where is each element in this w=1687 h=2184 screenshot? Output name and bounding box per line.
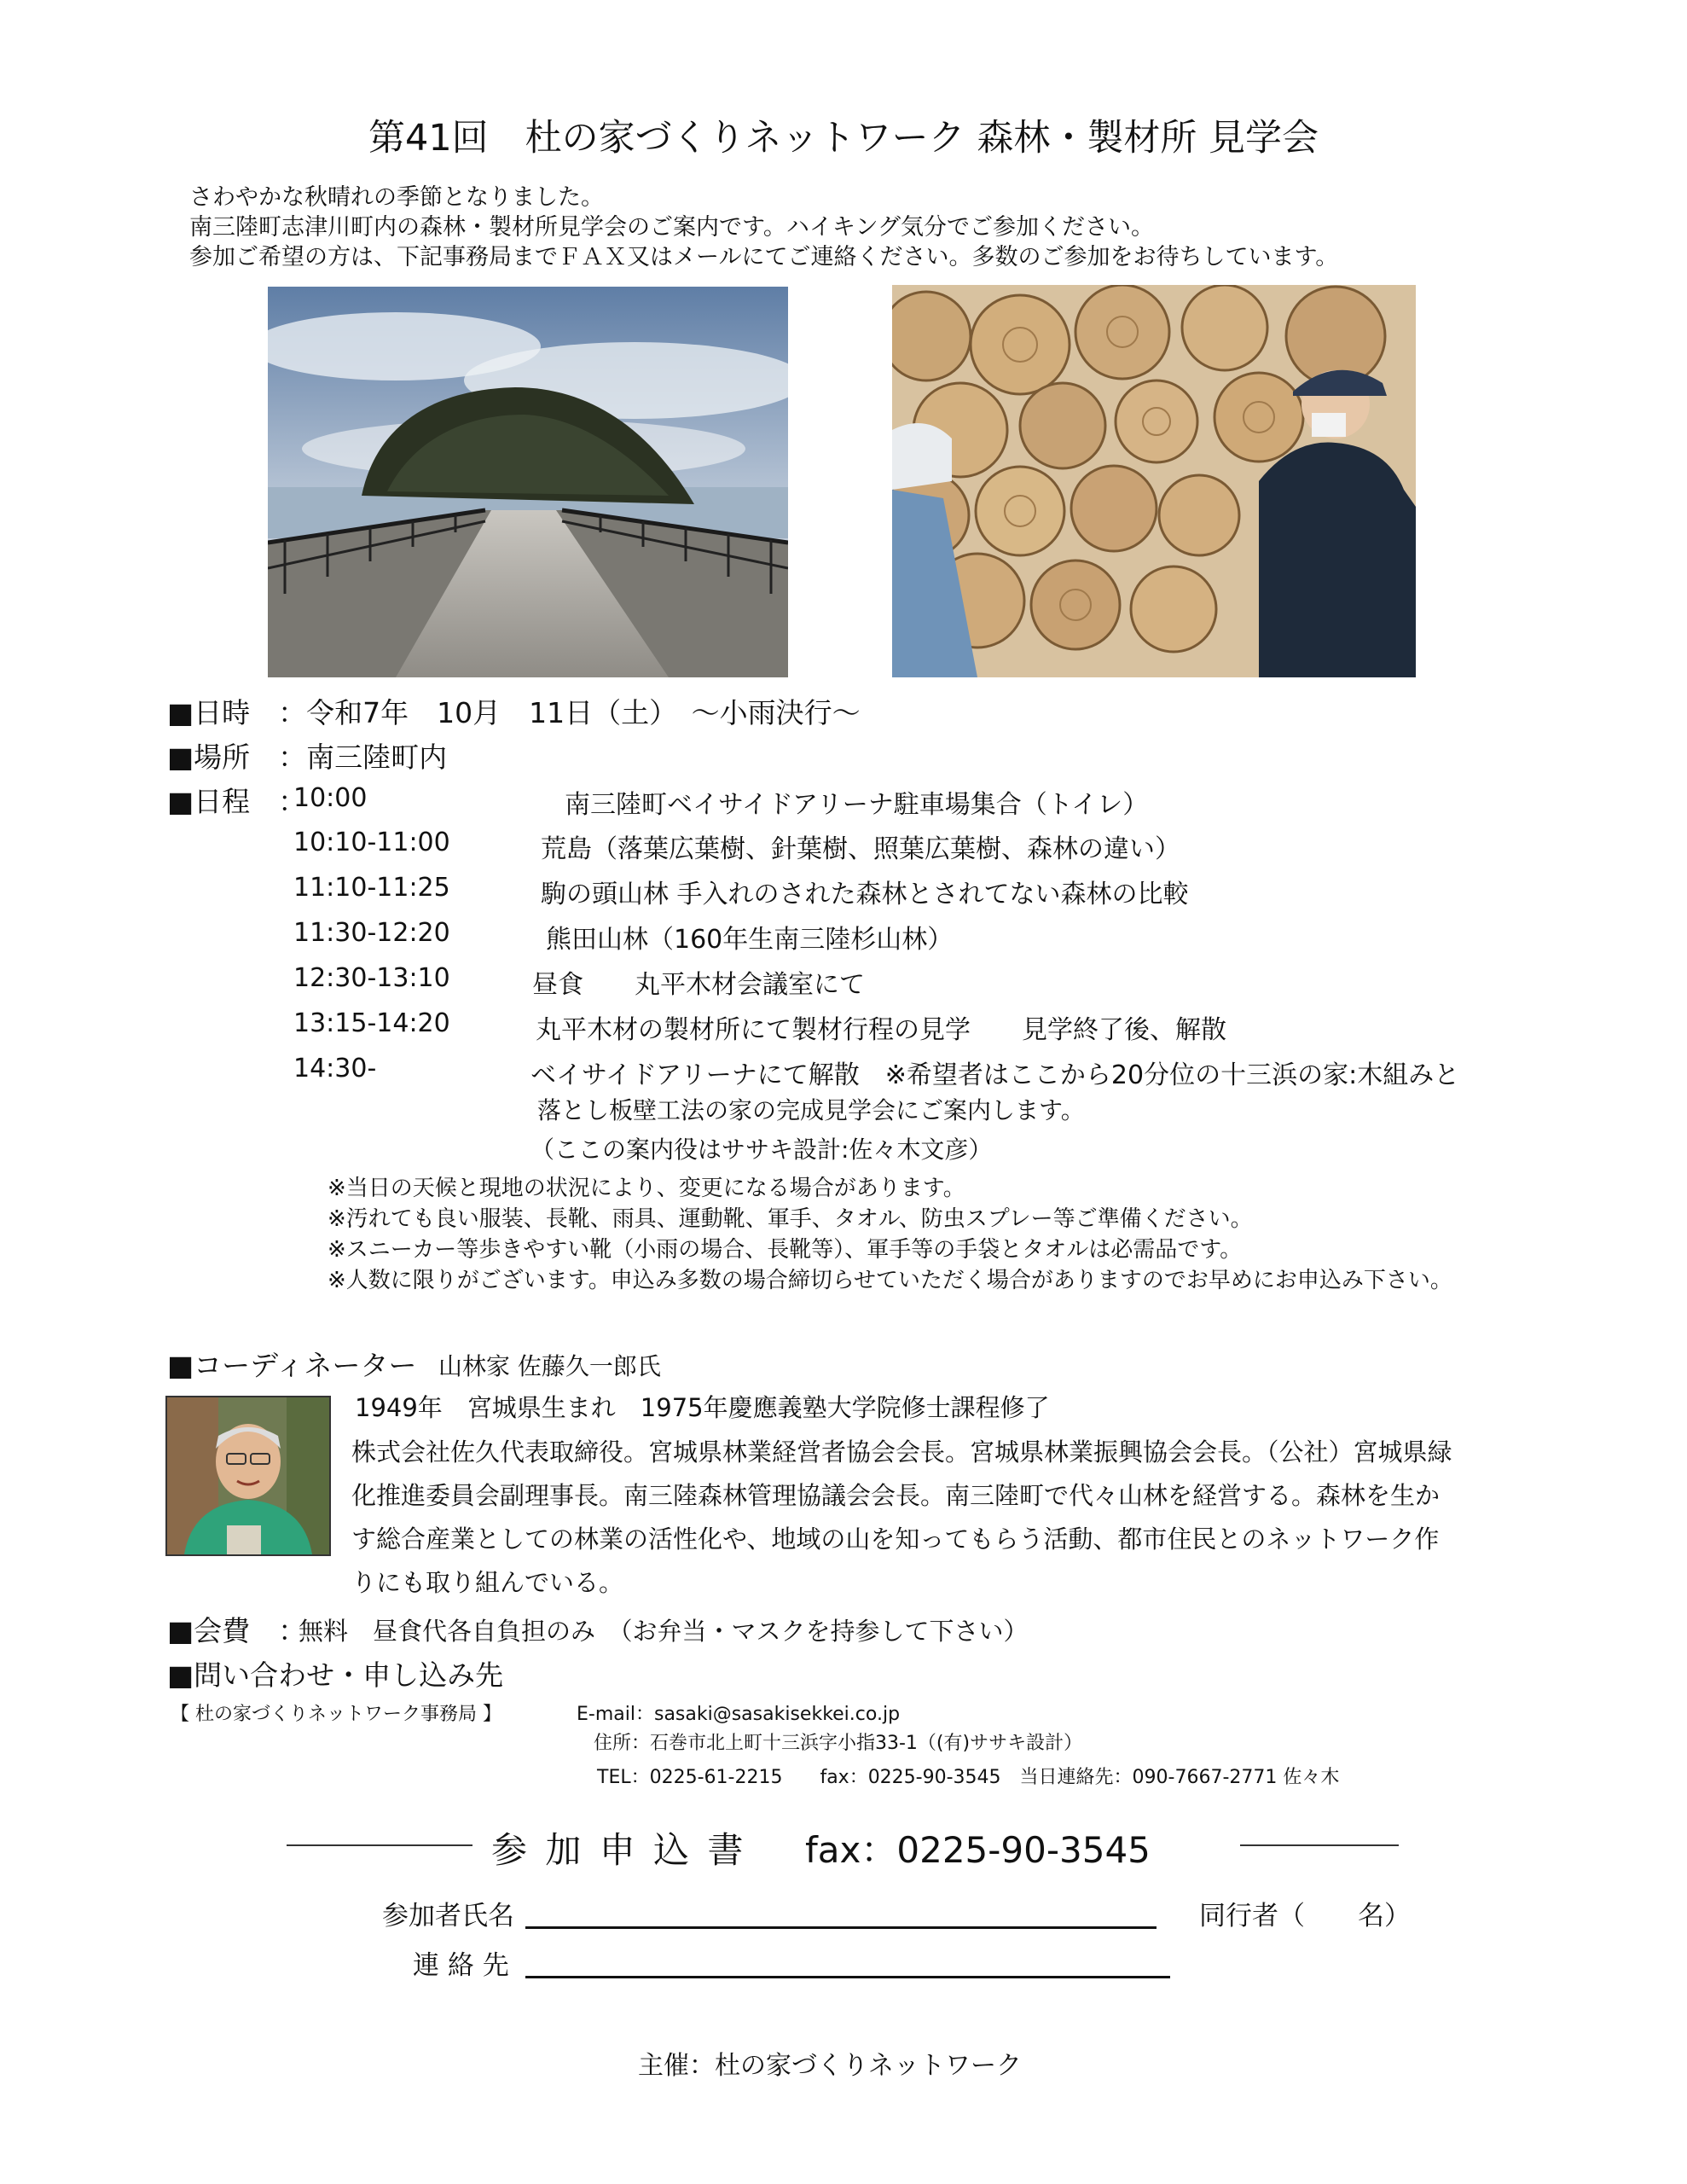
coordinator-name: 山林家 佐藤久一郎氏: [438, 1352, 661, 1380]
contact-email[interactable]: E-mail：sasaki@sasakisekkei.co.jp: [577, 1704, 901, 1725]
fee-label: ■会費 ：: [167, 1614, 307, 1647]
office-name: 【 杜の家づくりネットワーク事務局 】: [171, 1704, 501, 1725]
bio-line: す総合産業としての林業の活性化や、地域の山を知ってもらう活動、都市住民とのネットワーク作: [351, 1525, 1440, 1554]
form-contact-label: 連 絡 先: [413, 1950, 509, 1981]
schedule-time: 13:15-14:20: [293, 1008, 450, 1038]
bio-line: 株式会社佐久代表取締役。宮城県林業経営者協会会長。宮城県林業振興協会会長。（公社）宮城県緑: [351, 1438, 1452, 1467]
schedule-time: 14:30-: [293, 1054, 377, 1083]
bio-line: 化推進委員会副理事長。南三陸森林管理協議会会長。南三陸町で代々山林を経営する。森林を生か: [351, 1481, 1441, 1510]
schedule-guide-note: （ここの案内役はササキ設計:佐々木文彦）: [530, 1136, 993, 1164]
bio-line: りにも取り組んでいる。: [351, 1568, 624, 1597]
schedule-desc: 丸平木材の製材所にて製材行程の見学 見学終了後、解散: [536, 1015, 1226, 1045]
schedule-desc: 昼食 丸平木材会議室にて: [532, 970, 865, 1000]
schedule-desc: 熊田山林（160年生南三陸杉山林）: [546, 925, 954, 955]
contact-address: 住所：石巻市北上町十三浜字小指33-1（(有)ササキ設計）: [594, 1733, 1083, 1754]
note-line: ※当日の天候と現地の状況により、変更になる場合があります。: [328, 1176, 965, 1201]
schedule-time: 10:00: [293, 783, 368, 813]
note-line: ※スニーカー等歩きやすい靴（小雨の場合、長靴等）、軍手等の手袋とタオルは必需品です。: [328, 1237, 1243, 1263]
schedule-continuation: 落とし板壁工法の家の完成見学会にご案内します。: [537, 1096, 1085, 1124]
organizer: 主催：杜の家づくりネットワーク: [638, 2051, 1022, 2081]
fee-text: 無料 昼食代各自負担のみ （お弁当・マスクを持参して下さい）: [299, 1617, 1029, 1646]
note-line: ※汚れても良い服装、長靴、雨具、運動靴、軍手、タオル、防虫スプレー等ご準備ください。: [328, 1206, 1253, 1232]
coordinator-portrait: [165, 1396, 331, 1556]
schedule-time: 10:10-11:00: [293, 828, 450, 857]
place-line: ■場所 ：南三陸町内: [167, 741, 448, 774]
form-divider-right: [1240, 1844, 1399, 1846]
form-divider-left: [287, 1844, 472, 1846]
log-pile-photo: [892, 285, 1416, 677]
schedule-label: ■日程 ：: [167, 785, 307, 818]
contact-label: ■問い合わせ・申し込み先: [167, 1658, 504, 1692]
intro-line-1: さわやかな秋晴れの季節となりました。: [189, 184, 604, 211]
date-line: ■日時 ：令和7年 10月 11日（土） ～小雨決行～: [167, 696, 861, 729]
schedule-desc: 南三陸町ベイサイドアリーナ駐車場集合（トイレ）: [565, 790, 1149, 820]
form-companion-label: 同行者（ 名）: [1199, 1901, 1411, 1931]
name-field-line[interactable]: [525, 1926, 1157, 1929]
island-bridge-photo: [268, 287, 788, 677]
bio-line: 1949年 宮城県生まれ 1975年慶應義塾大学院修士課程修了: [355, 1393, 1050, 1422]
schedule-desc: ベイサイドアリーナにて解散 ※希望者はここから20分位の十三浜の家:木組みと: [530, 1060, 1460, 1090]
intro-line-3: 参加ご希望の方は、下記事務局までＦＡＸ又はメールにてご連絡ください。多数のご参加をお待ちしています。: [189, 244, 1339, 270]
schedule-desc: 駒の頭山林 手入れのされた森林とされてない森林の比較: [541, 880, 1189, 909]
schedule-time: 11:10-11:25: [293, 873, 450, 903]
coordinator-label: ■コーディネーター: [167, 1349, 417, 1382]
contact-field-line[interactable]: [525, 1976, 1170, 1978]
page-title: 第41回 杜の家づくりネットワーク 森林・製材所 見学会: [368, 117, 1319, 160]
form-title: 参 加 申 込 書: [491, 1829, 747, 1871]
schedule-desc: 荒島（落葉広葉樹、針葉樹、照葉広葉樹、森林の違い）: [541, 834, 1180, 864]
intro-line-2: 南三陸町志津川町内の森林・製材所見学会のご案内です。ハイキング気分でご参加ください。: [189, 214, 1155, 241]
form-name-label: 参加者氏名: [382, 1901, 514, 1931]
schedule-time: 11:30-12:20: [293, 918, 450, 948]
schedule-time: 12:30-13:10: [293, 963, 450, 993]
form-fax: fax：0225-90-3545: [805, 1829, 1151, 1871]
contact-phones: TEL：0225-61-2215 fax：0225-90-3545 当日連絡先：090-7667-2771 佐々木: [597, 1767, 1340, 1788]
note-line: ※人数に限りがございます。申込み多数の場合締切らせていただく場合がありますのでお早めにお申込み下さい。: [328, 1268, 1452, 1293]
